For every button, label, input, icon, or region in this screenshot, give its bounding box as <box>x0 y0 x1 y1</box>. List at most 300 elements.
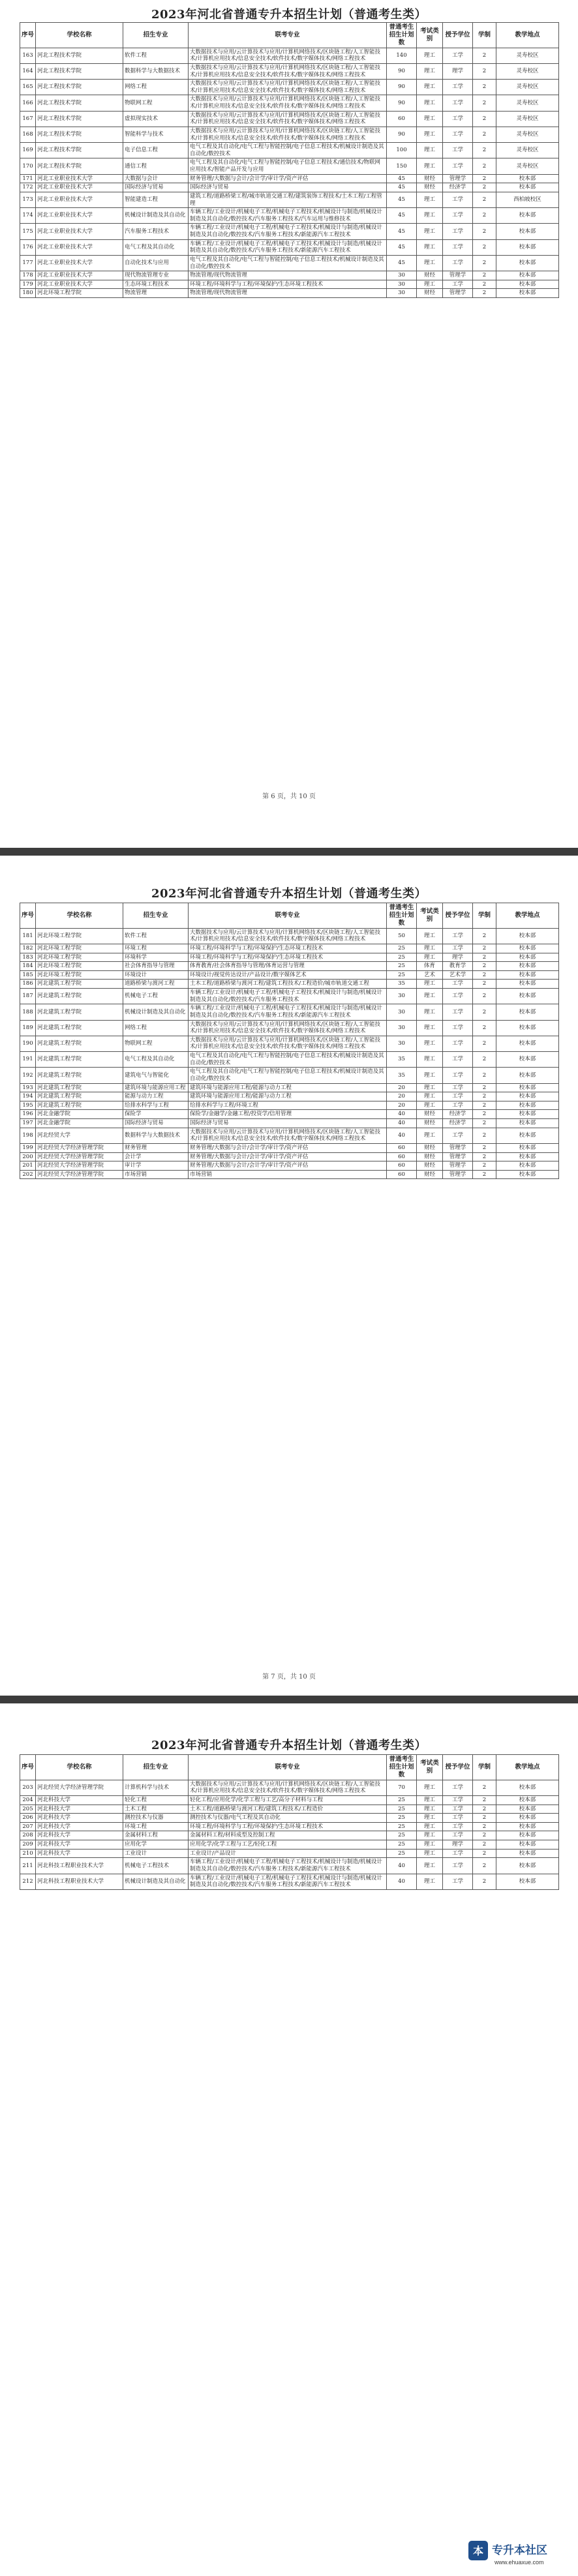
table-cell: 60 <box>387 1170 417 1179</box>
table-cell: 理工 <box>417 1092 443 1101</box>
column-header: 序号 <box>20 23 36 48</box>
table-cell: 数据科学与大数据技术 <box>123 63 189 79</box>
table-cell: 大数据技术与应用/云计算技术与应用/计算机网络技术/区块链工程/人工智能技术/计算机应用技术/信息安全技术/软件技术/数字媒体技术/网络工程技术 <box>189 1128 387 1143</box>
table-cell: 工学 <box>443 1004 473 1020</box>
table-cell: 汽车服务工程技术 <box>123 224 189 239</box>
table-cell: 理工 <box>417 1831 443 1840</box>
table-cell: 工业设计/产品设计 <box>189 1849 387 1858</box>
table-cell: 物流管理/现代物流管理 <box>189 271 387 280</box>
page-number: 第 6 页，共 10 页 <box>262 793 316 800</box>
table-cell: 192 <box>20 1068 36 1083</box>
column-header: 序号 <box>20 903 36 929</box>
table-cell: 智能科学与技术 <box>123 127 189 142</box>
table-cell: 2 <box>473 1814 496 1823</box>
table-cell: 校本部 <box>496 1110 559 1119</box>
table-cell: 国际经济与贸易 <box>123 1119 189 1128</box>
table-cell: 理工 <box>417 989 443 1004</box>
table-cell: 机械电子工程技术 <box>123 1858 189 1874</box>
table-cell: 176 <box>20 239 36 255</box>
page-3 <box>0 1703 578 2576</box>
table-cell: 工学 <box>443 1814 473 1823</box>
table-cell: 校本部 <box>496 1795 559 1805</box>
table-cell: 2 <box>473 1004 496 1020</box>
table-row <box>20 962 559 971</box>
table-cell: 45 <box>387 224 417 239</box>
table-cell: 理工 <box>417 953 443 962</box>
table-row <box>20 111 559 127</box>
page-2 <box>0 856 578 1696</box>
table-cell: 河北科技大学 <box>36 1822 123 1831</box>
table-cell: 210 <box>20 1849 36 1858</box>
table-cell: 校本部 <box>496 1840 559 1850</box>
table-cell: 物联网工程 <box>123 1036 189 1051</box>
table-cell: 河北建筑工程学院 <box>36 1068 123 1083</box>
table-cell: 车辆工程/工业设计/机械电子工程/机械电子工程技术/机械设计与制造/机械设计制造及其自动化/数控技术/汽车服务工程技术/新能源汽车工程技术 <box>189 239 387 255</box>
table-cell: 大数据与会计 <box>123 174 189 183</box>
table-cell: 校本部 <box>496 1092 559 1101</box>
table-cell: 189 <box>20 1020 36 1036</box>
table-cell: 车辆工程/工业设计/机械电子工程/机械电子工程技术/机械设计与制造/机械设计制造及其自动化/数控技术/汽车服务工程技术/新能源汽车工程技术 <box>189 1874 387 1889</box>
table-cell: 50 <box>387 928 417 944</box>
table-cell: 212 <box>20 1874 36 1889</box>
table-cell: 校本部 <box>496 289 559 298</box>
table-cell: 40 <box>387 1858 417 1874</box>
table-cell: 工学 <box>443 95 473 111</box>
table-cell: 经济学 <box>443 183 473 192</box>
table-cell: 196 <box>20 1110 36 1119</box>
table-cell: 河北环境工程学院 <box>36 953 123 962</box>
column-header: 联考专业 <box>189 1755 387 1780</box>
table-cell: 计算机科学与技术 <box>123 1780 189 1795</box>
table-cell: 轻化工程/应用化学/化学工程与工艺/高分子材料与工程 <box>189 1795 387 1805</box>
table-cell: 理工 <box>417 944 443 953</box>
table-cell: 车辆工程/工业设计/机械电子工程/机械电子工程技术/机械设计与制造/机械设计制造及其自动化/数控技术/汽车服务工程技术/汽车运用与维修技术 <box>189 208 387 224</box>
column-header: 学校名称 <box>36 1755 123 1780</box>
table-cell: 河北经贸大学经济管理学院 <box>36 1780 123 1795</box>
table-cell: 校本部 <box>496 970 559 980</box>
column-header: 学制 <box>473 903 496 929</box>
table-cell: 45 <box>387 208 417 224</box>
table-cell: 25 <box>387 1831 417 1840</box>
table-cell: 管理学 <box>443 1143 473 1152</box>
table-cell: 2 <box>473 174 496 183</box>
table-cell: 校本部 <box>496 271 559 280</box>
table-cell: 虚拟现实技术 <box>123 111 189 127</box>
table-cell: 理工 <box>417 158 443 174</box>
table-cell: 校本部 <box>496 174 559 183</box>
table-cell: 环境科学 <box>123 953 189 962</box>
table-cell: 60 <box>387 1143 417 1152</box>
table-cell: 河北建筑工程学院 <box>36 1036 123 1051</box>
table-cell: 工学 <box>443 1101 473 1110</box>
table-cell: 河北工业职业技术大学 <box>36 224 123 239</box>
table-cell: 工学 <box>443 127 473 142</box>
table-row <box>20 1143 559 1152</box>
table-cell: 177 <box>20 255 36 271</box>
table-cell: 171 <box>20 174 36 183</box>
table-cell: 财务管理/大数据与会计/会计学/审计学/资产评估 <box>189 1143 387 1152</box>
table-cell: 工学 <box>443 1858 473 1874</box>
table-cell: 建筑环境与能源应用工程 <box>123 1083 189 1092</box>
table-cell: 校本部 <box>496 1128 559 1143</box>
table-cell: 建筑电气与智能化 <box>123 1068 189 1083</box>
table-row <box>20 1068 559 1083</box>
table-cell: 理学 <box>443 63 473 79</box>
svg-text:本: 本 <box>472 2546 484 2557</box>
table-cell: 电气工程及其自动化 <box>123 1052 189 1068</box>
column-header: 招生专业 <box>123 23 189 48</box>
table-cell: 164 <box>20 63 36 79</box>
table-row <box>20 1004 559 1020</box>
table-row <box>20 953 559 962</box>
table-cell: 工学 <box>443 48 473 63</box>
watermark-text: 专升本社区 <box>492 2544 547 2557</box>
table-cell: 195 <box>20 1101 36 1110</box>
table-cell: 河北科技工程职业技术大学 <box>36 1874 123 1889</box>
table-cell: 理工 <box>417 1840 443 1850</box>
table-cell: 工学 <box>443 1083 473 1092</box>
table-cell: 应用化学 <box>123 1840 189 1850</box>
table-cell: 大数据技术与应用/云计算技术与应用/计算机网络技术/区块链工程/人工智能技术/计算机应用技术/信息安全技术/软件技术/数字媒体技术/网络工程技术 <box>189 63 387 79</box>
table-cell: 财务管理/大数据与会计/会计学/审计学/资产评估 <box>189 1161 387 1171</box>
table-cell: 201 <box>20 1161 36 1171</box>
table-header-row <box>20 903 559 929</box>
table-cell: 2 <box>473 183 496 192</box>
table-cell: 国际经济与贸易 <box>189 1119 387 1128</box>
table-cell: 25 <box>387 1805 417 1814</box>
table-cell: 40 <box>387 1119 417 1128</box>
table-cell: 河北建筑工程学院 <box>36 1083 123 1092</box>
table-cell: 理工 <box>417 48 443 63</box>
table-cell: 40 <box>387 1874 417 1889</box>
table-cell: 校本部 <box>496 1083 559 1092</box>
table-cell: 45 <box>387 174 417 183</box>
table-cell: 国际经济与贸易 <box>189 183 387 192</box>
table-cell: 财经 <box>417 289 443 298</box>
table-cell: 2 <box>473 1020 496 1036</box>
table-cell: 30 <box>387 1020 417 1036</box>
column-header: 授予学位 <box>443 903 473 929</box>
table-cell: 理工 <box>417 928 443 944</box>
table-cell: 169 <box>20 143 36 158</box>
column-header: 普通考生招生计划数 <box>387 1755 417 1780</box>
table-cell: 物流管理/现代物流管理 <box>189 289 387 298</box>
table-row <box>20 1822 559 1831</box>
table-cell: 校本部 <box>496 1874 559 1889</box>
table-cell: 工学 <box>443 1068 473 1083</box>
table-cell: 2 <box>473 1822 496 1831</box>
table-cell: 校本部 <box>496 280 559 289</box>
table-cell: 理工 <box>417 208 443 224</box>
table-cell: 河北工业职业技术大学 <box>36 192 123 207</box>
table-cell: 校本部 <box>496 962 559 971</box>
table-cell: 河北工程技术学院 <box>36 48 123 63</box>
table-cell: 2 <box>473 158 496 174</box>
table-row <box>20 158 559 174</box>
table-cell: 180 <box>20 289 36 298</box>
table-cell: 土木工程/道路桥梁与渡河工程/建筑工程技术/工程造价 <box>189 1805 387 1814</box>
table-cell: 校本部 <box>496 1814 559 1823</box>
table-cell: 2 <box>473 80 496 95</box>
table-cell: 河北建筑工程学院 <box>36 989 123 1004</box>
table-cell: 2 <box>473 271 496 280</box>
table-cell: 建筑环境与能源应用工程/能源与动力工程 <box>189 1083 387 1092</box>
table-row <box>20 1020 559 1036</box>
table-cell: 环境工程 <box>123 944 189 953</box>
table-cell: 河北科技大学 <box>36 1849 123 1858</box>
table-cell: 理学 <box>443 953 473 962</box>
table-cell: 大数据技术与应用/云计算技术与应用/计算机网络技术/区块链工程/人工智能技术/计算机应用技术/信息安全技术/软件技术/数字媒体技术/网络工程技术 <box>189 80 387 95</box>
table-cell: 2 <box>473 944 496 953</box>
table-cell: 测控技术与仪器/电气工程及其自动化 <box>189 1814 387 1823</box>
page-separator <box>0 1696 578 1703</box>
table-cell: 理工 <box>417 1004 443 1020</box>
table-cell: 校本部 <box>496 1152 559 1161</box>
table-row <box>20 1874 559 1889</box>
table-row <box>20 255 559 271</box>
page-title: 2023年河北省普通专升本招生计划（普通考生类） <box>151 887 427 901</box>
table-cell: 河北经贸大学经济管理学院 <box>36 1161 123 1171</box>
table-row <box>20 1814 559 1823</box>
table-cell: 2 <box>473 111 496 127</box>
table-cell: 校本部 <box>496 1822 559 1831</box>
table-cell: 199 <box>20 1143 36 1152</box>
table-cell: 25 <box>387 962 417 971</box>
table-row <box>20 208 559 224</box>
table-cell: 2 <box>473 1128 496 1143</box>
table-cell: 财务管理 <box>123 1143 189 1152</box>
table-cell: 2 <box>473 989 496 1004</box>
table-cell: 186 <box>20 980 36 989</box>
table-cell: 工学 <box>443 1849 473 1858</box>
table-cell: 2 <box>473 1068 496 1083</box>
table-cell: 25 <box>387 1795 417 1805</box>
table-cell: 2 <box>473 143 496 158</box>
table-cell: 200 <box>20 1152 36 1161</box>
table-cell: 理工 <box>417 95 443 111</box>
table-cell: 环境工程/环境科学与工程/环境保护/生态环境工程技术 <box>189 953 387 962</box>
table-cell: 工学 <box>443 111 473 127</box>
table-cell: 财经 <box>417 174 443 183</box>
table-cell: 校本部 <box>496 1780 559 1795</box>
table-cell: 183 <box>20 953 36 962</box>
table-cell: 45 <box>387 255 417 271</box>
table-cell: 40 <box>387 1128 417 1143</box>
table-cell: 物流管理 <box>123 289 189 298</box>
table-cell: 2 <box>473 192 496 207</box>
table-cell: 电气工程及其自动化/电气工程与智能控制/电子信息工程技术/机械设计制造及其自动化/数控技术 <box>189 255 387 271</box>
table-cell: 校本部 <box>496 1170 559 1179</box>
table-cell: 大数据技术与应用/云计算技术与应用/计算机网络技术/区块链工程/人工智能技术/计算机应用技术/信息安全技术/软件技术/数字媒体技术/网络工程技术 <box>189 1020 387 1036</box>
table-cell: 理工 <box>417 1101 443 1110</box>
table-cell: 大数据技术与应用/云计算技术与应用/计算机网络技术/区块链工程/人工智能技术/计算机应用技术/信息安全技术/软件技术/数字媒体技术/网络工程技术 <box>189 111 387 127</box>
table-row <box>20 239 559 255</box>
table-cell: 河北工程技术学院 <box>36 95 123 111</box>
table-cell: 179 <box>20 280 36 289</box>
table-cell: 2 <box>473 1083 496 1092</box>
table-cell: 2 <box>473 970 496 980</box>
table-cell: 财经 <box>417 183 443 192</box>
table-cell: 181 <box>20 928 36 944</box>
table-cell: 河北工业职业技术大学 <box>36 255 123 271</box>
table-cell: 工学 <box>443 1092 473 1101</box>
table-cell: 2 <box>473 1840 496 1850</box>
table-cell: 大数据技术与应用/云计算技术与应用/计算机网络技术/区块链工程/人工智能技术/计算机应用技术/信息安全技术/软件技术/数字媒体技术/网络工程技术 <box>189 48 387 63</box>
table-cell: 河北经贸大学 <box>36 1128 123 1143</box>
table-cell: 211 <box>20 1858 36 1874</box>
table-cell: 河北建筑工程学院 <box>36 1101 123 1110</box>
plan-table <box>20 903 559 1179</box>
table-cell: 校本部 <box>496 1831 559 1840</box>
plan-table <box>20 1754 559 1890</box>
table-cell: 现代物流管理专业 <box>123 271 189 280</box>
table-cell: 30 <box>387 1036 417 1051</box>
table-cell: 2 <box>473 239 496 255</box>
table-cell: 178 <box>20 271 36 280</box>
table-cell: 河北科技大学 <box>36 1805 123 1814</box>
table-cell: 河北工业职业技术大学 <box>36 239 123 255</box>
table-cell: 206 <box>20 1814 36 1823</box>
table-cell: 给排水科学与工程 <box>123 1101 189 1110</box>
table-cell: 西柏坡校区 <box>496 192 559 207</box>
table-row <box>20 183 559 192</box>
table-cell: 环境设计/视觉传达设计/产品设计/数字媒体艺术 <box>189 970 387 980</box>
table-body <box>20 1780 559 1889</box>
table-cell: 河北工程技术学院 <box>36 111 123 127</box>
table-cell: 理工 <box>417 63 443 79</box>
table-cell: 河北环境工程学院 <box>36 970 123 980</box>
table-cell: 河北科技大学 <box>36 1795 123 1805</box>
table-cell: 校本部 <box>496 1849 559 1858</box>
table-cell: 理工 <box>417 1128 443 1143</box>
table-cell: 软件工程 <box>123 928 189 944</box>
table-cell: 理工 <box>417 1036 443 1051</box>
table-cell: 工学 <box>443 158 473 174</box>
table-body <box>20 928 559 1179</box>
table-cell: 电气工程及其自动化 <box>123 239 189 255</box>
table-cell: 工学 <box>443 255 473 271</box>
table-cell: 40 <box>387 1110 417 1119</box>
table-cell: 财务管理/大数据与会计/会计学/审计学/资产评估 <box>189 1152 387 1161</box>
column-header: 授予学位 <box>443 1755 473 1780</box>
table-cell: 河北建筑工程学院 <box>36 980 123 989</box>
table-cell: 工学 <box>443 143 473 158</box>
table-cell: 保险学 <box>123 1110 189 1119</box>
table-cell: 25 <box>387 944 417 953</box>
table-row <box>20 1858 559 1874</box>
table-row <box>20 1152 559 1161</box>
table-cell: 工学 <box>443 980 473 989</box>
table-cell: 大数据技术与应用/云计算技术与应用/计算机网络技术/区块链工程/人工智能技术/计算机应用技术/信息安全技术/软件技术/数字媒体技术/网络工程技术 <box>189 1036 387 1051</box>
table-cell: 智能建造工程 <box>123 192 189 207</box>
table-cell: 河北工程技术学院 <box>36 127 123 142</box>
table-cell: 应用化学/化学工程与工艺/轻化工程 <box>189 1840 387 1850</box>
table-cell: 理工 <box>417 80 443 95</box>
table-row <box>20 1780 559 1795</box>
table-cell: 河北环境工程学院 <box>36 289 123 298</box>
table-cell: 2 <box>473 95 496 111</box>
table-cell: 河北金融学院 <box>36 1119 123 1128</box>
table-cell: 35 <box>387 980 417 989</box>
table-cell: 大数据技术与应用/云计算技术与应用/计算机网络技术/区块链工程/人工智能技术/计算机应用技术/信息安全技术/软件技术/数字媒体技术/网络工程技术 <box>189 127 387 142</box>
table-row <box>20 127 559 142</box>
table-cell: 2 <box>473 1831 496 1840</box>
table-cell: 理工 <box>417 239 443 255</box>
table-cell: 理工 <box>417 1858 443 1874</box>
table-cell: 140 <box>387 48 417 63</box>
table-row <box>20 1805 559 1814</box>
table-cell: 河北经贸大学经济管理学院 <box>36 1170 123 1179</box>
table-cell: 软件工程 <box>123 48 189 63</box>
column-header: 教学地点 <box>496 23 559 48</box>
table-cell: 理工 <box>417 980 443 989</box>
table-cell: 校本部 <box>496 953 559 962</box>
table-cell: 灵寿校区 <box>496 63 559 79</box>
table-row <box>20 1083 559 1092</box>
table-cell: 理工 <box>417 1068 443 1083</box>
table-cell: 163 <box>20 48 36 63</box>
table-row <box>20 192 559 207</box>
column-header: 序号 <box>20 1755 36 1780</box>
table-row <box>20 1036 559 1051</box>
table-cell: 20 <box>387 1101 417 1110</box>
table-cell: 工学 <box>443 1822 473 1831</box>
table-row <box>20 1110 559 1119</box>
table-cell: 管理学 <box>443 289 473 298</box>
table-cell: 会计学 <box>123 1152 189 1161</box>
table-cell: 2 <box>473 980 496 989</box>
table-row <box>20 1849 559 1858</box>
table-cell: 给排水科学与工程/环境工程 <box>189 1101 387 1110</box>
table-cell: 工学 <box>443 1795 473 1805</box>
table-row <box>20 989 559 1004</box>
table-cell: 90 <box>387 80 417 95</box>
page-1 <box>0 0 578 848</box>
table-cell: 电气工程及其自动化/电气工程与智能控制/电子信息工程技术/机械设计制造及其自动化/数控技术 <box>189 143 387 158</box>
table-cell: 165 <box>20 80 36 95</box>
table-header-row <box>20 1755 559 1780</box>
table-row <box>20 1831 559 1840</box>
table-row <box>20 224 559 239</box>
table-cell: 灵寿校区 <box>496 158 559 174</box>
table-cell: 工学 <box>443 1128 473 1143</box>
table-cell: 河北经贸大学经济管理学院 <box>36 1152 123 1161</box>
page-number: 第 7 页，共 10 页 <box>262 1673 316 1681</box>
table-cell: 体育教育/社会体育指导与管理/体育运营与管理 <box>189 962 387 971</box>
table-cell: 社会体育指导与管理 <box>123 962 189 971</box>
table-cell: 能源与动力工程 <box>123 1092 189 1101</box>
column-header: 普通考生招生计划数 <box>387 23 417 48</box>
table-cell: 2 <box>473 1052 496 1068</box>
table-cell: 金属材料工程/材料成型及控制工程 <box>189 1831 387 1840</box>
table-cell: 20 <box>387 1092 417 1101</box>
table-cell: 道路桥梁与渡河工程 <box>123 980 189 989</box>
table-cell: 45 <box>387 183 417 192</box>
table-cell: 60 <box>387 1161 417 1171</box>
table-cell: 数据科学与大数据技术 <box>123 1128 189 1143</box>
table-cell: 河北工业职业技术大学 <box>36 280 123 289</box>
page-title: 2023年河北省普通专升本招生计划（普通考生类） <box>151 1739 427 1752</box>
table-cell: 电气工程及其自动化/电气工程与智能控制/电子信息工程技术/通信技术/物联网应用技术/智能产品开发与应用 <box>189 158 387 174</box>
table-cell: 河北工业职业技术大学 <box>36 183 123 192</box>
table-cell: 河北工业职业技术大学 <box>36 208 123 224</box>
table-cell: 校本部 <box>496 255 559 271</box>
table-cell: 2 <box>473 289 496 298</box>
table-cell: 185 <box>20 970 36 980</box>
table-cell: 网络工程 <box>123 80 189 95</box>
table-cell: 管理学 <box>443 271 473 280</box>
table-row <box>20 95 559 111</box>
